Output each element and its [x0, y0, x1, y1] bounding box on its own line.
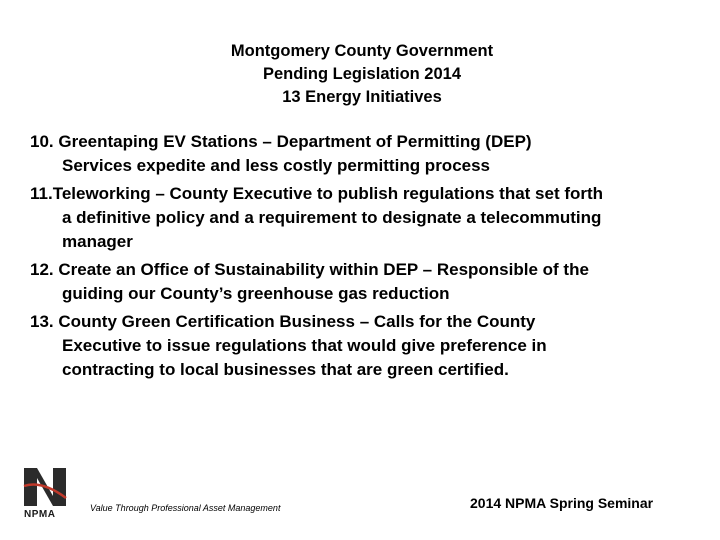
list-item-text: 13. County Green Certification Business – Calls for the County	[30, 312, 536, 331]
list-item-text: 10. Greentaping EV Stations – Department of Permitting (DEP)	[30, 132, 532, 151]
list-item-continuation: a definitive policy and a requirement to designate a telecommuting	[62, 208, 602, 227]
list-item-text: 11.Teleworking – County Executive to publish regulations that set forth	[30, 184, 604, 203]
title-line-1: Montgomery County Government	[230, 42, 494, 60]
slide-title	[0, 40, 720, 109]
list-item-continuation: contracting to local businesses that are green certified.	[62, 360, 509, 379]
list-item-text: 12. Create an Office of Sustainability within DEP – Responsible of the	[30, 260, 589, 279]
npma-logo-icon	[22, 466, 68, 508]
tagline: Value Through Professional Asset Management	[90, 503, 281, 513]
list-item	[30, 310, 710, 382]
initiatives-list	[30, 130, 710, 386]
seminar-label: 2014 NPMA Spring Seminar	[470, 495, 654, 511]
list-item	[30, 258, 710, 306]
list-item-continuation: Services expedite and less costly permitting process	[62, 156, 491, 175]
list-item-continuation: manager	[62, 232, 133, 251]
title-line-2: Pending Legislation 2014	[262, 65, 462, 83]
npma-logo	[22, 466, 72, 524]
logo-text: NPMA	[24, 509, 56, 520]
list-item	[30, 130, 710, 178]
list-item	[30, 182, 710, 254]
list-item-continuation: guiding our County’s greenhouse gas reduction	[62, 284, 450, 303]
title-line-3: 13 Energy Initiatives	[282, 88, 442, 106]
list-item-continuation: Executive to issue regulations that would give preference in	[62, 336, 547, 355]
